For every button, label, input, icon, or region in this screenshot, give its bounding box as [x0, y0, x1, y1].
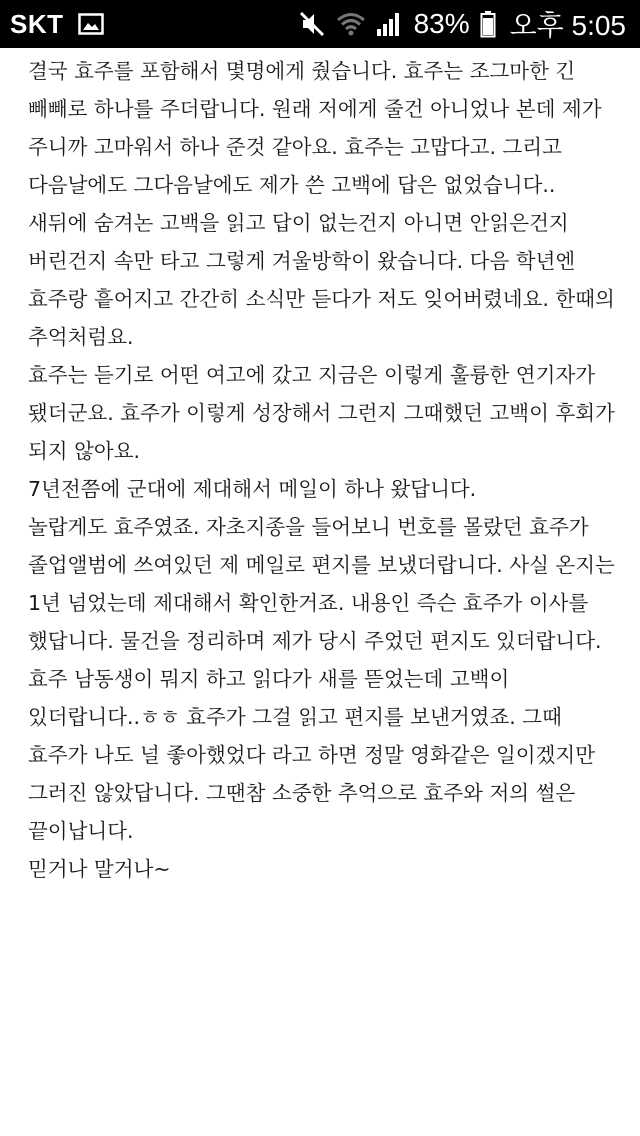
- carrier-name: SKT: [10, 8, 64, 39]
- clock: 오후 5:05: [509, 10, 626, 41]
- article-paragraph: 새뒤에 숨겨논 고백을 읽고 답이 없는건지 아니면 안읽은건지 버린건지 속만 타고 그렇게 겨울방학이 왔습니다. 다음 학년엔 효주랑 흩어지고 간간히 소식만 듣다가 저도 잊어버렸네요. 한때의 추억처럼요.: [28, 211, 615, 349]
- article-body: [0, 48, 640, 1136]
- status-bar: [0, 0, 640, 48]
- article-paragraph: 결국 효주를 포함해서 몇명에게 줬습니다. 효주는 조그마한 긴 빼빼로 하나를 주더랍니다. 원래 저에게 줄건 아니었나 본데 제가 주니까 고마워서 하나 준것 같아요. 효주는 고맙다고. 그리고 다음날에도 그다음날에도 제가 쓴 고백에 답은 없었습니다..: [28, 59, 602, 197]
- mute-icon: [298, 10, 326, 38]
- signal-icon: [376, 11, 402, 37]
- article-paragraph: 7년전쯤에 군대에 제대해서 메일이 하나 왔답니다.: [28, 477, 477, 501]
- status-bar-right: [288, 0, 626, 48]
- gallery-icon: [78, 13, 104, 35]
- battery-percent: 83%: [413, 8, 470, 39]
- article-paragraph: 놀랍게도 효주였죠. 자초지종을 들어보니 번호를 몰랐던 효주가 졸업앨범에 쓰여있던 제 메일로 편지를 보냈더랍니다. 사실 온지는 1년 넘었는데 제대해서 확인한거죠. 내용인 즉슨 효주가 이사를 했답니다. 물건을 정리하며 제가 당시 주었던 편지도 있더랍니다.: [28, 515, 615, 653]
- article-paragraph: 효주 남동생이 뭐지 하고 읽다가 새를 뜯었는데 고백이 있더랍니다..ㅎㅎ 효주가 그걸 읽고 편지를 보낸거였죠. 그때 효주가 나도 널 좋아했었다 라고 하면 정말 영화같은 일이겠지만 그러진 않았답니다. 그땐참 소중한 추억으로 효주와 저의 썰은 끝이납니다.: [28, 667, 596, 843]
- battery-icon: [480, 10, 496, 38]
- status-bar-left: [10, 0, 104, 48]
- wifi-icon: [336, 11, 366, 37]
- article-paragraph: 믿거나 말거나~: [28, 857, 171, 881]
- article-paragraph: 효주는 듣기로 어떤 여고에 갔고 지금은 이렇게 훌륭한 연기자가 됐더군요. 효주가 이렇게 성장해서 그런지 그때했던 고백이 후회가 되지 않아요.: [28, 363, 615, 463]
